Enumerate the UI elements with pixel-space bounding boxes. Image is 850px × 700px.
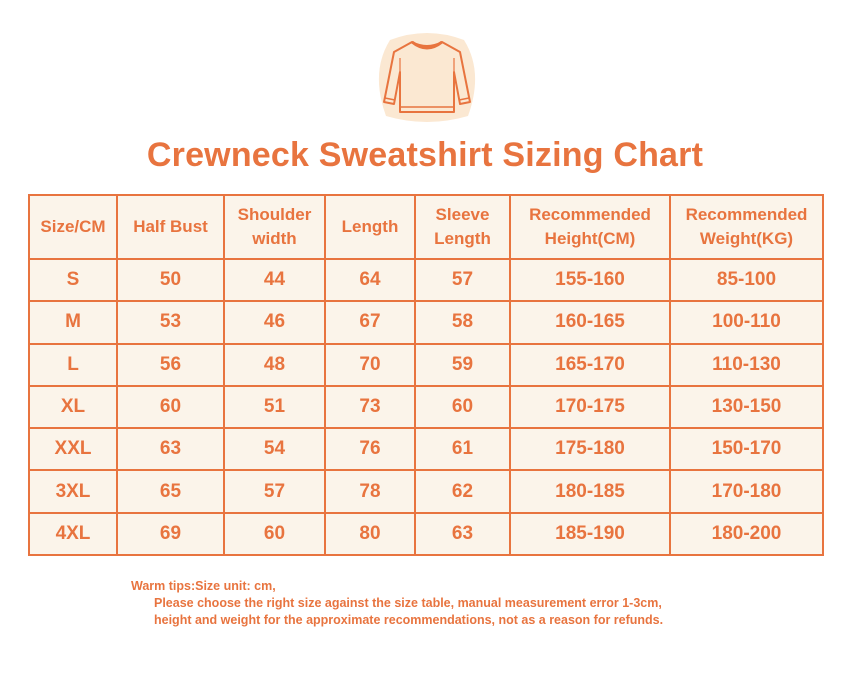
- cell-height: 160-165: [510, 301, 670, 343]
- cell-height: 175-180: [510, 428, 670, 470]
- header-size: Size/CM: [29, 195, 117, 259]
- header-recommended-weight: Recommended Weight(KG): [670, 195, 823, 259]
- cell-length: 78: [325, 470, 415, 512]
- cell-length: 76: [325, 428, 415, 470]
- cell-weight: 85-100: [670, 259, 823, 301]
- cell-weight: 100-110: [670, 301, 823, 343]
- cell-sleeve-length: 59: [415, 344, 510, 386]
- cell-height: 180-185: [510, 470, 670, 512]
- cell-half-bust: 65: [117, 470, 224, 512]
- cell-height: 185-190: [510, 513, 670, 555]
- warm-tips: [131, 578, 663, 629]
- cell-size: 4XL: [29, 513, 117, 555]
- cell-weight: 170-180: [670, 470, 823, 512]
- cell-height: 165-170: [510, 344, 670, 386]
- tips-line-1: Warm tips:Size unit: cm,: [131, 579, 276, 593]
- header-shoulder-width: Shoulder width: [224, 195, 325, 259]
- cell-size: L: [29, 344, 117, 386]
- tips-line-2: Please choose the right size against the size table, manual measurement error 1-3cm,: [154, 596, 662, 610]
- cell-size: XL: [29, 386, 117, 428]
- cell-height: 170-175: [510, 386, 670, 428]
- cell-sleeve-length: 63: [415, 513, 510, 555]
- table-row: [29, 301, 823, 343]
- header-length: Length: [325, 195, 415, 259]
- cell-weight: 110-130: [670, 344, 823, 386]
- cell-size: M: [29, 301, 117, 343]
- header-sleeve-length: Sleeve Length: [415, 195, 510, 259]
- header-half-bust: Half Bust: [117, 195, 224, 259]
- size-table: [28, 194, 824, 556]
- table-header-row: [29, 195, 823, 259]
- cell-weight: 130-150: [670, 386, 823, 428]
- cell-size: XXL: [29, 428, 117, 470]
- cell-shoulder-width: 60: [224, 513, 325, 555]
- cell-sleeve-length: 57: [415, 259, 510, 301]
- cell-length: 73: [325, 386, 415, 428]
- table-body: [29, 259, 823, 555]
- table-row: [29, 344, 823, 386]
- cell-shoulder-width: 51: [224, 386, 325, 428]
- cell-shoulder-width: 54: [224, 428, 325, 470]
- table-row: [29, 513, 823, 555]
- cell-height: 155-160: [510, 259, 670, 301]
- cell-half-bust: 53: [117, 301, 224, 343]
- table-row: [29, 386, 823, 428]
- cell-shoulder-width: 44: [224, 259, 325, 301]
- cell-shoulder-width: 57: [224, 470, 325, 512]
- cell-weight: 150-170: [670, 428, 823, 470]
- cell-sleeve-length: 61: [415, 428, 510, 470]
- cell-shoulder-width: 46: [224, 301, 325, 343]
- sweatshirt-icon: [372, 32, 482, 122]
- cell-weight: 180-200: [670, 513, 823, 555]
- cell-shoulder-width: 48: [224, 344, 325, 386]
- cell-sleeve-length: 60: [415, 386, 510, 428]
- cell-length: 80: [325, 513, 415, 555]
- cell-length: 70: [325, 344, 415, 386]
- page-title: Crewneck Sweatshirt Sizing Chart: [146, 136, 704, 174]
- cell-sleeve-length: 58: [415, 301, 510, 343]
- tips-line-3: height and weight for the approximate recommendations, not as a reason for refunds.: [154, 613, 664, 627]
- cell-half-bust: 60: [117, 386, 224, 428]
- cell-size: S: [29, 259, 117, 301]
- cell-half-bust: 69: [117, 513, 224, 555]
- cell-half-bust: 63: [117, 428, 224, 470]
- cell-half-bust: 56: [117, 344, 224, 386]
- table-row: [29, 470, 823, 512]
- cell-half-bust: 50: [117, 259, 224, 301]
- table-row: [29, 259, 823, 301]
- cell-length: 64: [325, 259, 415, 301]
- header-recommended-height: Recommended Height(CM): [510, 195, 670, 259]
- table-row: [29, 428, 823, 470]
- cell-size: 3XL: [29, 470, 117, 512]
- cell-sleeve-length: 62: [415, 470, 510, 512]
- cell-length: 67: [325, 301, 415, 343]
